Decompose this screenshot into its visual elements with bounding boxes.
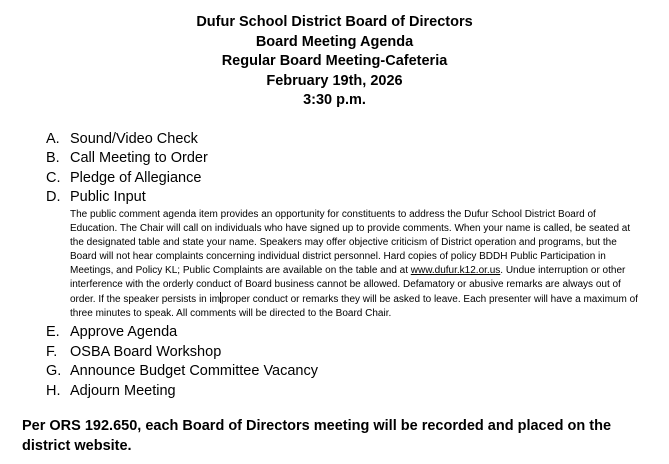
agenda-item-label: OSBA Board Workshop xyxy=(70,343,222,360)
agenda-item-letter: H. xyxy=(46,382,61,399)
public-input-text: The public comment agenda item provides an opportunity for constituents to address the Dufur School District Board of Education. The Chair will call on individuals who have signed up to provide comments. When your name is called, be seated at the designated table and state your name. Speakers may offer objective criticism of District operation and programs, but the Board will not hear complaints concerning individual district personnel. Hard copies of policy BDDH Public Participation in Meetings, and Policy KL; Public Complaints are available on the table and at xyxy=(70,208,631,276)
agenda-item-letter: B. xyxy=(46,150,60,167)
agenda-item xyxy=(46,323,646,342)
agenda-item xyxy=(46,362,646,381)
public-input-description xyxy=(70,208,638,322)
public-input-text-continued: . Undue interruption or other interference with the orderly conduct of Board business cannot be allowed. Defamatory or abusive remarks are always out of order. If the speaker persists in im xyxy=(70,265,626,306)
agenda-header xyxy=(0,13,669,111)
agenda-item-label: Public Input xyxy=(70,189,146,206)
agenda-item-label: Approve Agenda xyxy=(70,324,178,341)
meeting-name: Regular Board Meeting-Cafeteria xyxy=(221,53,448,69)
agenda-item-letter: F. xyxy=(46,343,58,360)
agenda-item xyxy=(46,169,646,188)
district-website-link[interactable]: www.dufur.k12.or.us xyxy=(410,265,501,276)
agenda-item-letter: A. xyxy=(46,131,60,147)
agenda-item-letter: C. xyxy=(46,169,61,186)
document-title: Board Meeting Agenda xyxy=(255,33,414,50)
recording-notice: Per ORS 192.650, each Board of Directors meeting will be recorded and placed on the district website. xyxy=(22,418,612,454)
agenda-item xyxy=(46,382,646,401)
agenda-item-letter: G. xyxy=(46,363,62,380)
agenda-item xyxy=(46,343,646,362)
district-name: Dufur School District Board of Directors xyxy=(196,14,473,30)
agenda-item-label: Sound/Video Check xyxy=(70,131,198,147)
agenda-item xyxy=(46,130,646,149)
agenda-item-label: Adjourn Meeting xyxy=(70,382,176,399)
agenda-item xyxy=(46,149,646,168)
agenda-list xyxy=(46,130,646,401)
agenda-item-label: Call Meeting to Order xyxy=(70,150,208,167)
public-input-text-end: proper conduct or remarks they will be asked to leave. Each presenter will have a maximum of three minutes to speak. All comments will be directed to the Board Chair. xyxy=(70,294,638,320)
agenda-item-label: Announce Budget Committee Vacancy xyxy=(70,363,318,380)
agenda-item-letter: D. xyxy=(46,189,61,206)
agenda-item-letter: E. xyxy=(46,324,60,341)
meeting-date: February 19th, 2026 xyxy=(266,72,403,89)
meeting-time: 3:30 p.m. xyxy=(303,92,366,108)
agenda-item-label: Pledge of Allegiance xyxy=(70,169,202,186)
agenda-item xyxy=(46,188,646,207)
